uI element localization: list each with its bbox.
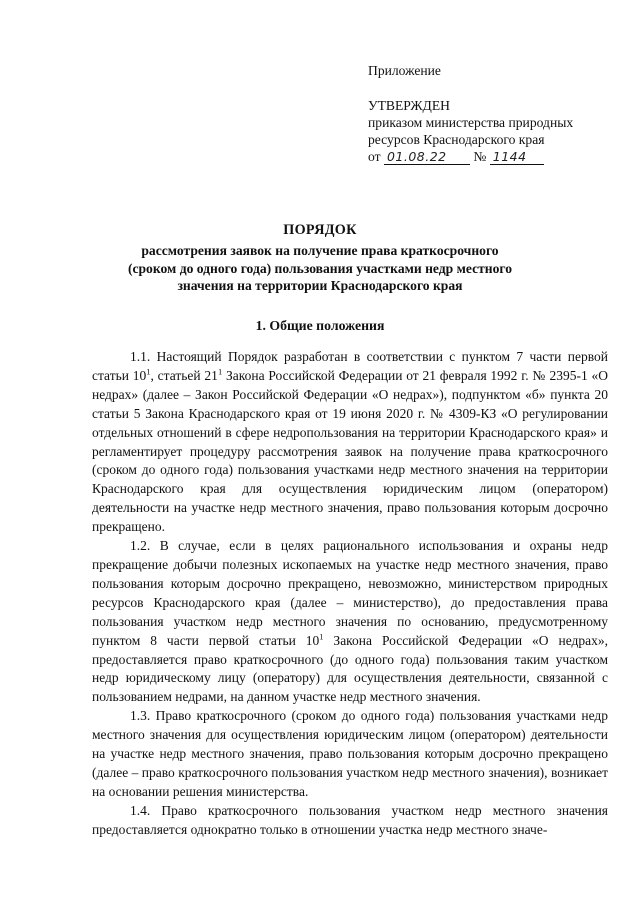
appendix-label: Приложение: [368, 63, 441, 78]
approved-label: УТВЕРЖДЕН: [368, 98, 450, 113]
date-prefix: от: [368, 149, 381, 164]
superscript: 1: [319, 631, 324, 642]
order-line-1: приказом министерства природных: [368, 115, 574, 130]
document-body: [92, 348, 608, 840]
title-line-2: (сроком до одного года) пользования участками недр местного: [127, 260, 513, 276]
handwritten-date: 01.08.22: [384, 150, 470, 165]
title-main: ПОРЯДОК: [283, 222, 357, 238]
section-heading: 1. Общие положения: [255, 318, 385, 333]
superscript: 1: [146, 366, 151, 377]
approval-block: [368, 62, 618, 165]
paragraph-1-1-part-b: , статьей 21: [150, 367, 218, 383]
order-line-2: ресурсов Краснодарского края: [368, 132, 545, 147]
number-prefix: №: [473, 149, 487, 164]
paragraph-1-1-part-c: Закона Российской Федерации от 21 февраля 1992 г. № 2395-1 «О недрах» (далее – Закон Российской Федерации «О недрах»), подпунктом «б» пункта 20 статьи 5 Закона Краснодарского края от 19 июня 2020 г. № 4309-КЗ «О регулировании отдельных отношений в сфере недропользования на территории Краснодарского края» и регламентирует процедуру рассмотрения заявок на получение права краткосрочного (сроком до одного года) пользования участками недр местного значения на территории Краснодарского края для осуществления юридическим лицом (оператором) деятельности на участке недр местного значения, право пользования которым досрочно прекращено.: [92, 367, 608, 535]
paragraph-1-4: 1.4. Право краткосрочного пользования участком недр местного значения предоставляется однократно только в отношении участка недр местного значе-: [92, 802, 608, 837]
paragraph-1-1: [92, 348, 608, 537]
superscript: 1: [217, 366, 223, 377]
date-number-line: [368, 148, 618, 165]
paragraph-1-1-part-a: 1.1. Настоящий Порядок разработан в соответствии с пунктом 7 части первой статьи 10: [92, 349, 608, 383]
paragraph-1-2: [92, 537, 608, 707]
title-line-1: рассмотрения заявок на получение права краткосрочного: [141, 243, 499, 258]
handwritten-number: 1144: [490, 150, 544, 165]
paragraph-1-2-part-a: 1.2. В случае, если в целях рационального использования и охраны недр прекращение добычи полезных ископаемых на участке недр местного значения, право пользования которым досрочно прекращено, невозможно, министерством природных ресурсов Краснодарского края (далее – министерство), до предоставления права пользования участком недр местного значения по основанию, предусмотренному пунктом 8 части первой статьи 10: [92, 538, 608, 648]
paragraph-1-2-part-b: Закона Российской Федерации «О недрах», предоставляется право краткосрочного (до одного года) пользования таким участком недр юридическому лицу (оператору) для осуществления деятельности, связанной с пользованием недрами, на данном участке недр местного значения.: [92, 632, 608, 705]
paragraph-1-3: 1.3. Право краткосрочного (сроком до одного года) пользования участками недр местного значения для осуществления юридическим лицом (оператором) деятельности на участке недр местного значения, право пользования которым досрочно прекращено (далее – право краткосрочного пользования участком недр местного значения), возникает на основании решения министерства.: [92, 708, 608, 799]
title-line-3: значения на территории Краснодарского края: [177, 278, 463, 293]
document-title: [100, 222, 540, 295]
